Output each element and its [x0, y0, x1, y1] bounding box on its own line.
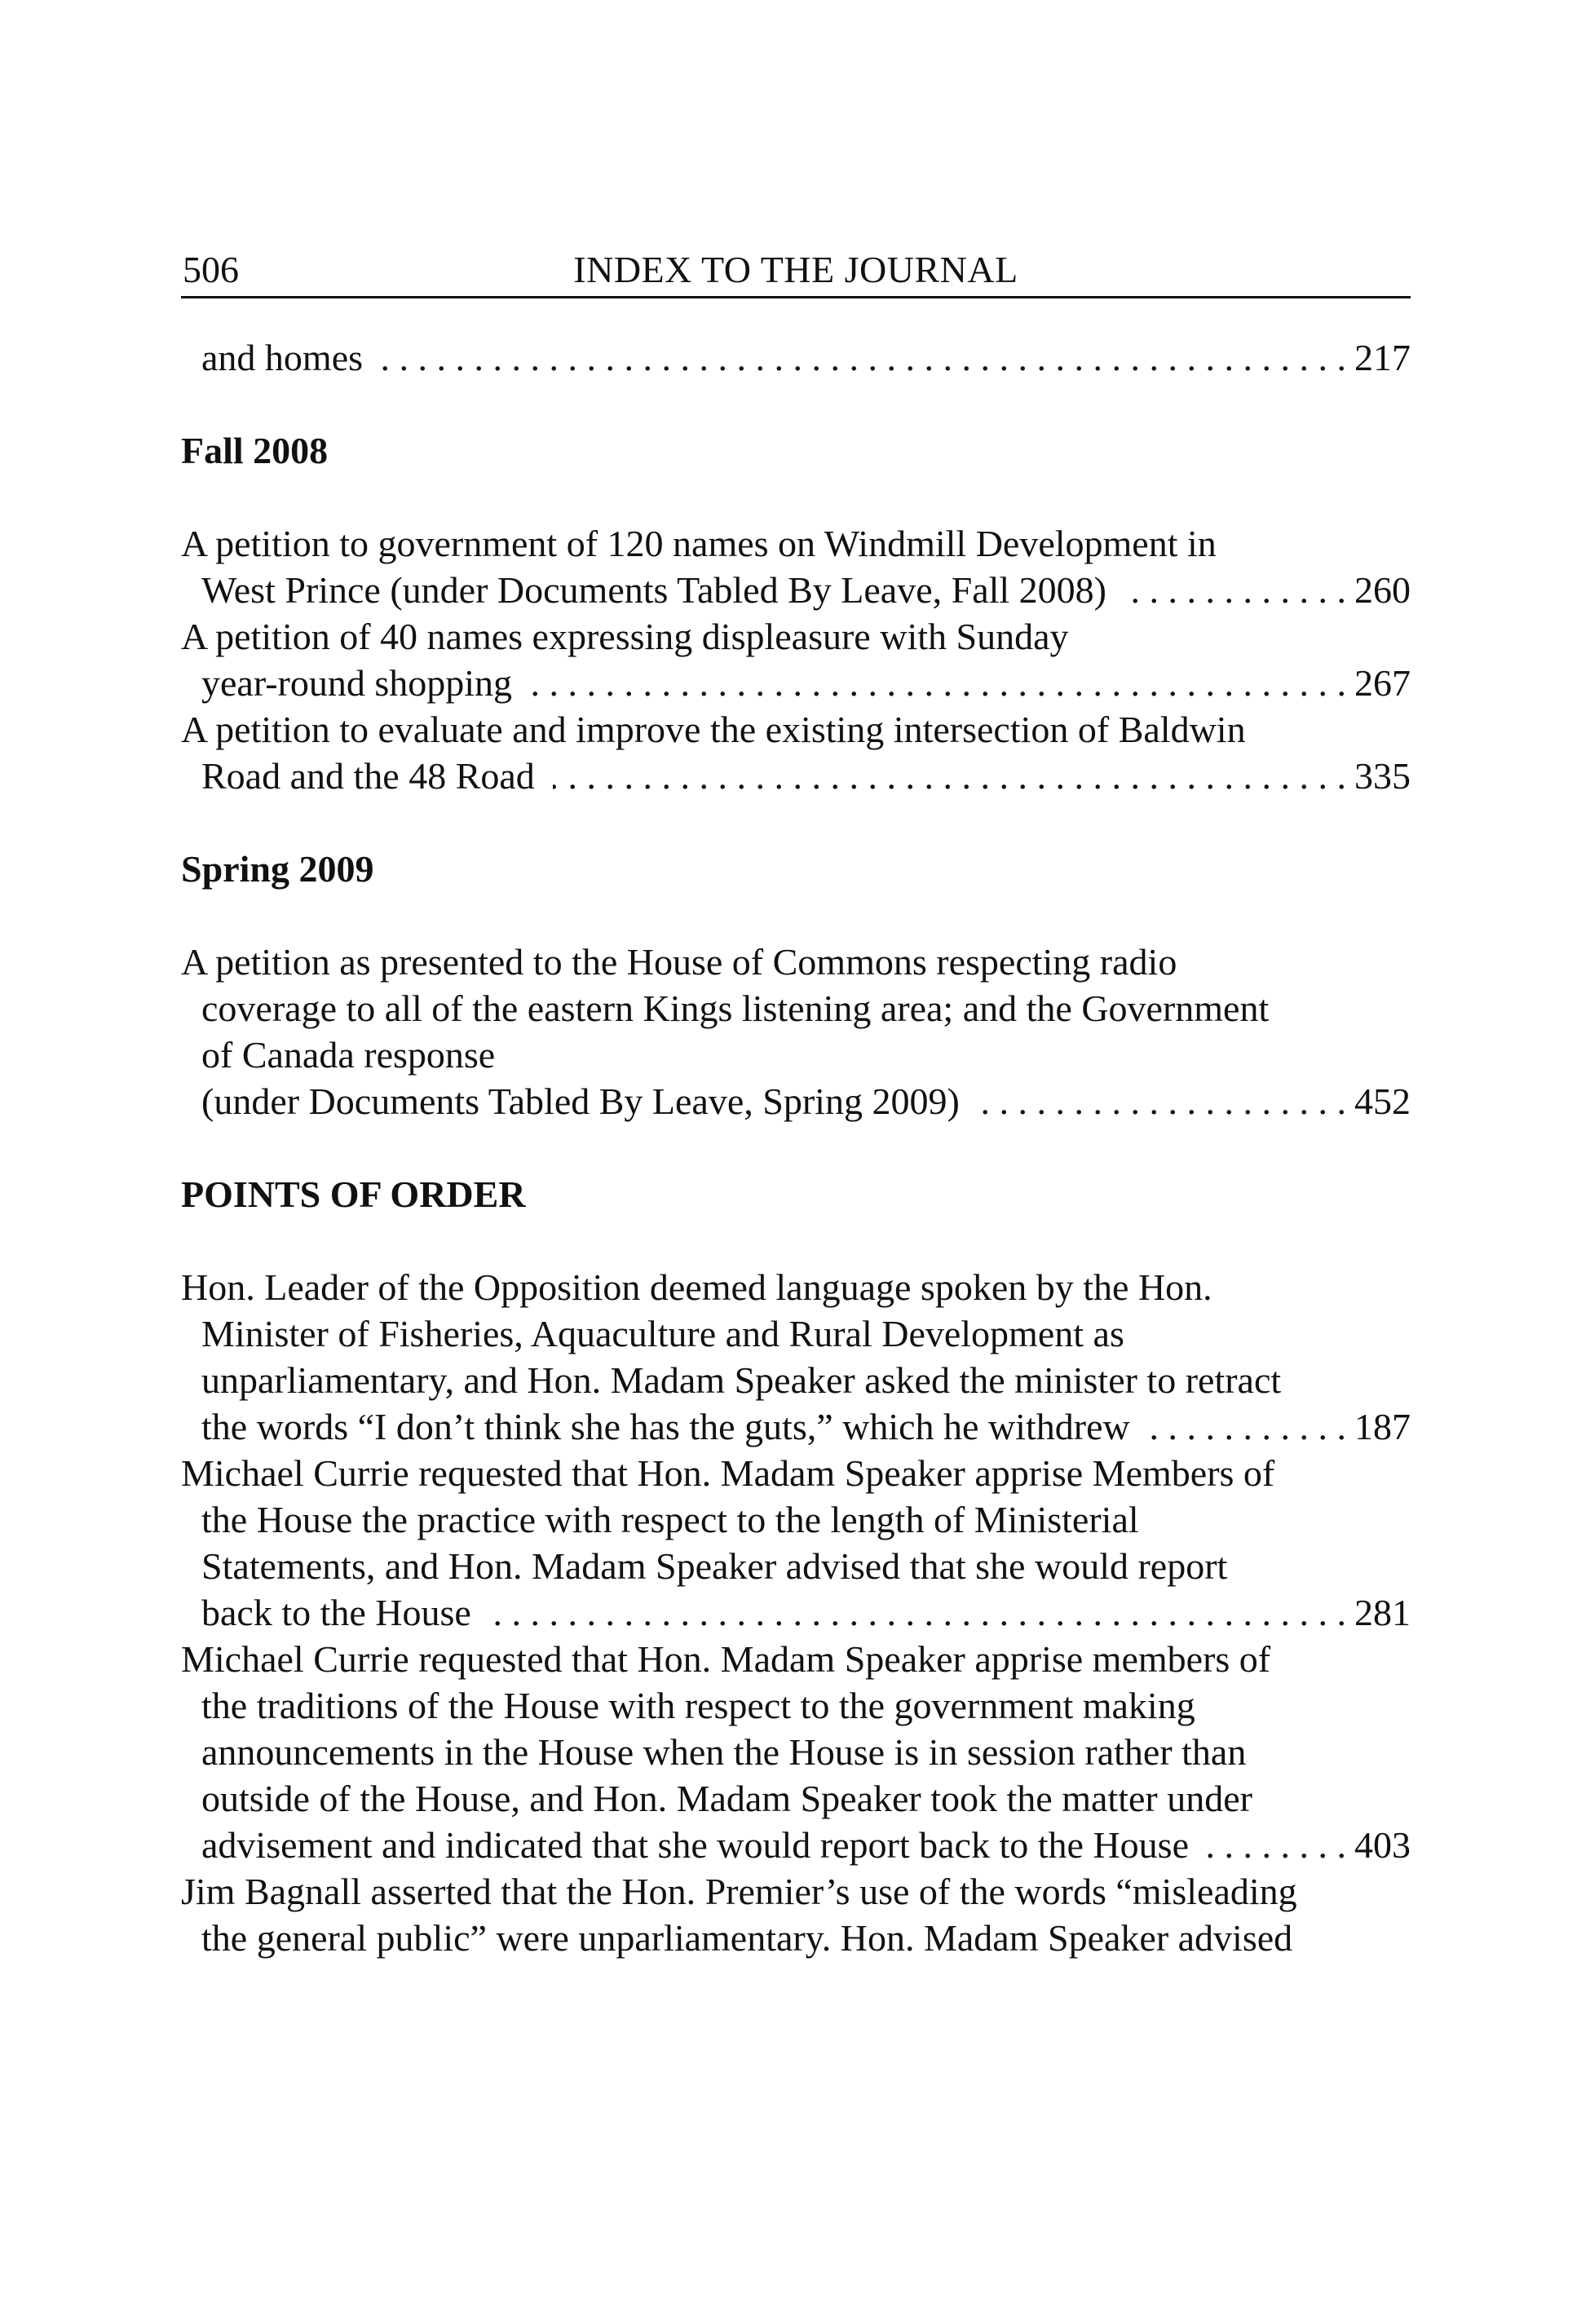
index-entry: Michael Currie requested that Hon. Madam Speaker apprise members of the traditions of the House with respect to the government making announcements in the House when the House is in session rather than outside of the House, and Hon. Madam Speaker took the matter under advisement and indicated that she would report back to the House . . . 403 [181, 1636, 1411, 1868]
dot-leader [1207, 1822, 1346, 1868]
page-ref: 260 [1354, 569, 1411, 611]
index-entry: Hon. Leader of the Opposition deemed language spoken by the Hon. Minister of Fisheries, Aquaculture and Rural Development as unparliamentary, and Hon. Madam Speaker asked the minister to retract the words “I don’t think she has the guts,” which he withdrew . . . 187 [181, 1264, 1411, 1450]
running-header [181, 249, 1411, 298]
index-entry: A petition to government of 120 names on Windmill Development in West Prince (under Documents Tabled By Leave, Fall 2008) . . . 260 [181, 520, 1411, 613]
page-ref: 281 [1354, 1592, 1411, 1633]
section-heading-fall-2008: Fall 2008 [181, 430, 329, 471]
dot-leader [381, 334, 1346, 381]
running-title: INDEX TO THE JOURNAL [573, 249, 1018, 290]
dot-leader [553, 753, 1346, 799]
index-entry: Jim Bagnall asserted that the Hon. Premier’s use of the words “misleading the general public” were unparliamentary. Hon. Madam Speaker advised [181, 1871, 1297, 1959]
page-ref: 452 [1354, 1080, 1411, 1122]
page-ref: 403 [1354, 1824, 1411, 1866]
dot-leader [978, 1078, 1346, 1124]
section-heading-points-of-order: POINTS OF ORDER [181, 1173, 526, 1215]
index-entry: A petition of 40 names expressing displeasure with Sunday year-round shopping . . . 267 [181, 613, 1411, 706]
dot-leader [1148, 1403, 1346, 1450]
section-heading-spring-2009: Spring 2009 [181, 848, 374, 890]
page-number: 506 [183, 249, 239, 290]
index-entry: A petition to evaluate and improve the existing intersection of Baldwin Road and the 48 Road . . . 335 [181, 706, 1411, 799]
index-content [181, 334, 1411, 1961]
dot-leader [530, 660, 1346, 706]
page-ref: 267 [1354, 662, 1411, 704]
index-entry: and homes . . . 217 [181, 334, 1411, 381]
dot-leader [1124, 567, 1346, 613]
index-entry: A petition as presented to the House of Commons respecting radio coverage to all of the eastern Kings listening area; and the Government of Canada response (under Documents Tabled By Leave, Spring 2009) . . . 452 [181, 939, 1411, 1124]
dot-leader [489, 1589, 1346, 1636]
index-entry: Michael Currie requested that Hon. Madam Speaker apprise Members of the House the practice with respect to the length of Ministerial Statements, and Hon. Madam Speaker advised that she would report back to the House . . . 281 [181, 1450, 1411, 1636]
page-ref: 187 [1354, 1406, 1411, 1447]
page-ref: 335 [1354, 755, 1411, 797]
page-ref: 217 [1354, 337, 1411, 378]
